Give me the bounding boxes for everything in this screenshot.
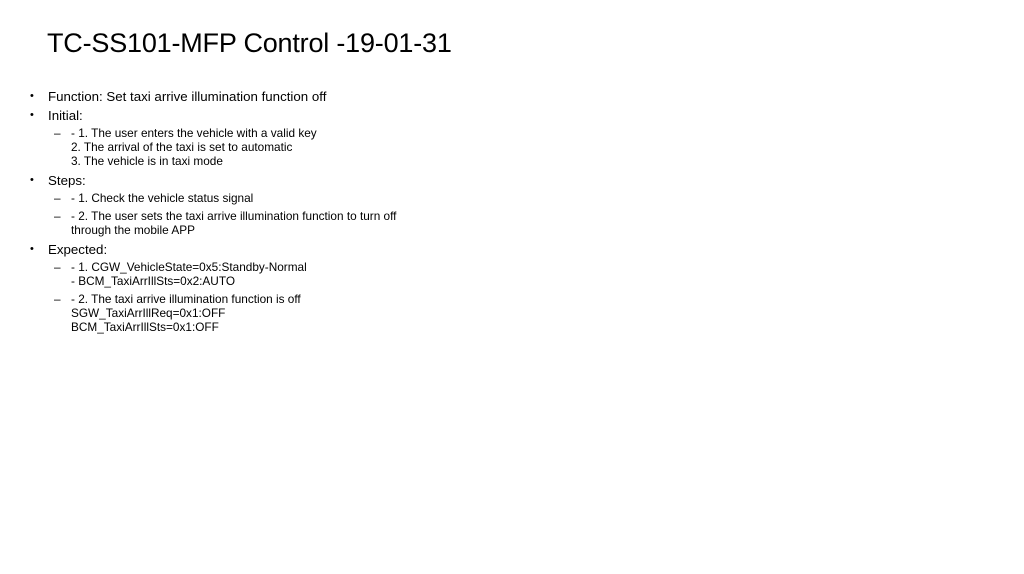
sub-bullet-line: through the mobile APP	[71, 223, 195, 237]
sub-bullet-line: - 2. The taxi arrive illumination function is off	[71, 292, 301, 306]
bullet-label: Expected:	[48, 242, 108, 257]
bullet-label: Steps:	[48, 173, 86, 188]
dash-marker: –	[54, 209, 61, 223]
sub-bullet-item	[28, 191, 628, 205]
sub-bullet-line: - 2. The user sets the taxi arrive illumination function to turn off	[71, 209, 397, 223]
sub-bullet-line: BCM_TaxiArrIllSts=0x1:OFF	[71, 320, 219, 334]
sub-bullet-line: - 1. CGW_VehicleState=0x5:Standby-Normal	[71, 260, 307, 274]
dash-marker: –	[54, 292, 61, 306]
bullet-item	[28, 88, 628, 105]
slide-title: TC-SS101-MFP Control -19-01-31	[47, 28, 452, 58]
bullet-marker: •	[30, 243, 34, 255]
sub-bullet-item	[28, 126, 628, 168]
sub-bullet-line: - 1. Check the vehicle status signal	[71, 191, 254, 205]
dash-marker: –	[54, 191, 61, 205]
bullet-label: Function: Set taxi arrive illumination function off	[48, 89, 327, 104]
sub-bullet-item	[28, 209, 628, 237]
sub-bullet-item	[28, 292, 628, 334]
sub-bullet-line: SGW_TaxiArrIllReq=0x1:OFF	[71, 306, 226, 320]
dash-marker: –	[54, 126, 61, 140]
sub-bullet-line: 2. The arrival of the taxi is set to automatic	[71, 140, 293, 154]
bullet-marker: •	[30, 90, 34, 102]
sub-bullet-line: - 1. The user enters the vehicle with a valid key	[71, 126, 317, 140]
bullet-label: Initial:	[48, 108, 83, 123]
sub-bullet-line: 3. The vehicle is in taxi mode	[71, 154, 223, 168]
bullet-item	[28, 107, 628, 124]
sub-bullet-line: - BCM_TaxiArrIllSts=0x2:AUTO	[71, 274, 235, 288]
sub-bullet-item	[28, 260, 628, 288]
bullet-marker: •	[30, 174, 34, 186]
slide-content	[28, 88, 628, 338]
bullet-item	[28, 172, 628, 189]
bullet-marker: •	[30, 109, 34, 121]
dash-marker: –	[54, 260, 61, 274]
bullet-item	[28, 241, 628, 258]
